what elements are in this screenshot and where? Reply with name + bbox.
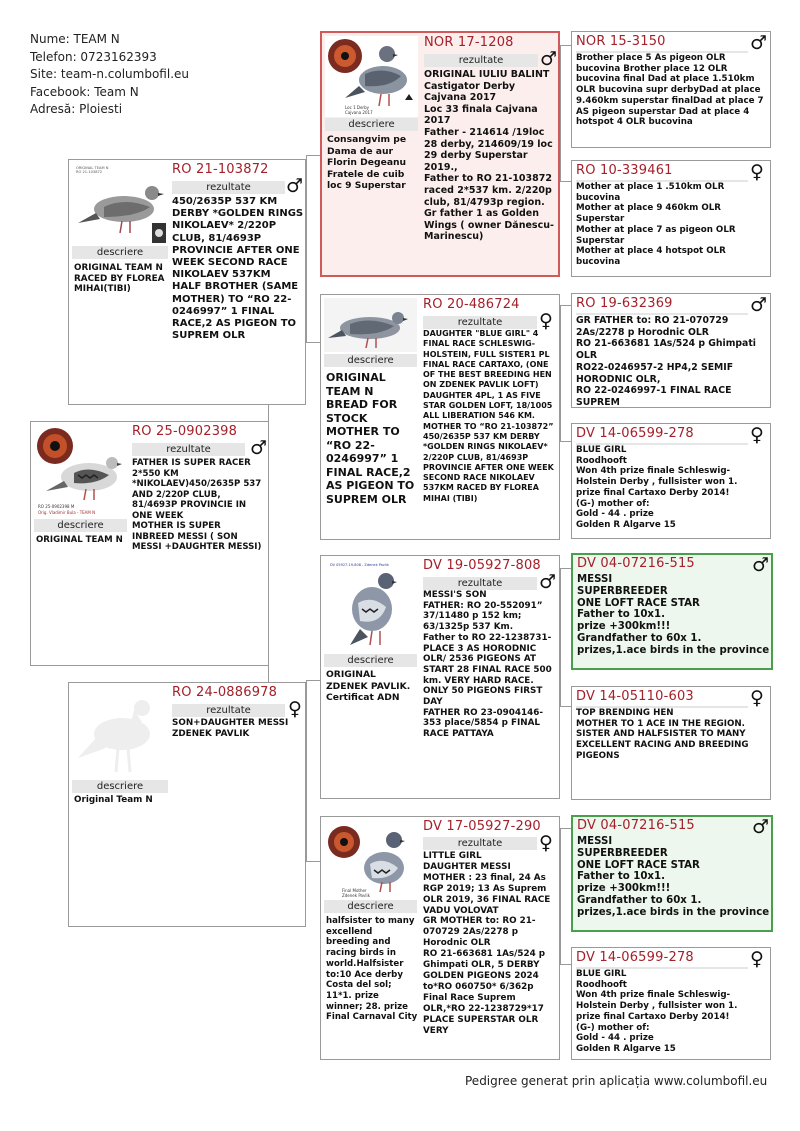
pigeon-notes: Mother at place 1 .510km OLR bucovina Mother at place 9 460km OLR Superstar Mother at place 7 as pigeon OLR Superstar Mother at place 4 hotspot OLR bucovina [576,182,736,267]
pigeon-notes: MESSI SUPERBREEDER ONE LOFT RACE STAR Father to 10x1. prize +300km!!! Grandfather to 60x 1. prizes,1.ace birds in the province [577,836,770,918]
pigeon-notes: BLUE GIRL Roodhooft Won 4th prize finale Schleswig-Holstein Derby , fullsister won 1. prize final Cartaxo Derby 2014! (G-) mother of: Gold - 44 . prize Golden R Algarve 15 [576,445,738,530]
description-tab[interactable]: descriere [72,780,168,793]
results-tab[interactable]: rezultate [423,316,537,329]
pigeon-notes: DAUGHTER "BLUE GIRL" 4 FINAL RACE SCHLESWIG-HOLSTEIN, FULL SISTER1 PL FINAL RACE CARTAXO, (ONE OF THE BEST BREEDING HEN ON ZDENEK PAVLIK LOFT) DAUGHTER 4PL, 1 AS FIVE STAR GOLDEN LOFT, 18/1005 ALL LIBERATION 546 KM. MOTHER TO “RO 21-103872” 450/2635P 537 KM DERBY *GOLDEN RINGS NIKOLAEV* 2/220P CLUB, 81/4693P PROVINCIE AFTER ONE WEEK SECOND RACE NIKOLAEV 537KM RACED BY FLOREA MIHAI (TIBI) [423,329,554,503]
ring-number: DV 14-06599-278 [576,426,694,441]
male-icon: ♂ [540,48,558,70]
owner-address: Adresă: Ploiesti [30,102,123,116]
pigeon-notes: LITTLE GIRL DAUGHTER MESSI MOTHER : 23 final, 24 As RGP 2019; 13 As Suprem OLR 2019, 36 FINAL RACE VADU VOLOVAT GR MOTHER to: RO 21-070729 2As/2278 p Horodnic OLR RO 21-663681 1As/524 p Ghimpati OLR, 5 DERBY GOLDEN PIGEONS 2024 to*RO 060750* 6/362p Final Race Suprem OLR,*RO 22-1238729*17 PLACE SUPERSTAR OLR VERY [423,851,551,1036]
pigeon-card-mother[interactable] [68,682,306,927]
owner-site: Site: team-n.columbofil.eu [30,67,189,81]
side-notes: ORIGINAL TEAM N [36,535,123,545]
results-tab[interactable]: rezultate [423,577,537,590]
footer-credit: Pedigree generat prin aplicația www.columbofil.eu [465,1074,768,1088]
pigeon-notes: ORIGINAL IULIU BALINT Castigator Derby Cajvana 2017 Loc 33 finala Cajvana 2017 Father - 214614 /19loc 28 derby, 214609/19 loc 29 derby Superstar 2019., Father to RO 21-103872 raced 2*537 km. 2/220p club, 81/4793p region. Gr father 1 as Golden Wings ( owner Dănescu-Marinescu) [424,69,554,243]
owner-facebook: Facebook: Team N [30,84,139,99]
description-tab[interactable]: descriere [324,654,417,667]
pigeon-notes: TOP BRENDING HEN MOTHER TO 1 ACE IN THE REGION. SISTER AND HALFSISTER TO MANY EXCELLENT RACING AND BREEDING PIGEONS [576,708,749,761]
description-tab[interactable]: descriere [324,354,417,367]
pigeon-card-mfm[interactable] [571,686,771,800]
female-icon: ♀ [539,310,553,332]
pigeon-card-father[interactable] [68,159,306,405]
ring-number: DV 14-06599-278 [576,950,694,965]
pigeon-card-mmf[interactable] [571,815,773,932]
svg-text:Cajvana 2017: Cajvana 2017 [345,110,373,115]
pigeon-card-fm[interactable] [320,294,560,540]
side-notes: Original Team N [74,795,153,805]
pigeon-card-fff[interactable] [571,31,771,148]
pigeon-photo [324,559,417,652]
side-notes: ORIGINAL TEAM N RACED BY FLOREA MIHAI(TIBI) [74,263,165,294]
side-notes: ORIGINAL TEAM N BREAD FOR STOCK MOTHER TO “RO 22-0246997” 1 FINAL RACE,2 AS PIGEON TO SUPREM OLR [326,371,415,506]
pigeon-notes: MESSI SUPERBREEDER ONE LOFT RACE STAR Father to 10x1. prize +300km!!! Grandfather to 60x 1. prizes,1.ace birds in the province [577,574,770,656]
pigeon-photo [34,425,127,517]
male-icon: ♂ [752,816,770,838]
male-icon: ♂ [752,554,770,576]
ring-number: RO 25-0902398 [132,424,238,439]
male-icon: ♂ [286,175,304,197]
pigeon-card-mf[interactable] [320,555,560,799]
female-icon: ♀ [288,698,302,720]
ring-number: NOR 17-1208 [424,35,514,50]
description-tab[interactable]: descriere [325,118,418,131]
pigeon-photo [324,298,417,352]
ring-number: DV 04-07216-515 [577,556,695,571]
photo-caption: Final Mother [342,888,367,893]
female-icon: ♀ [750,948,764,970]
pigeon-card-subject[interactable] [30,421,269,666]
pigeon-notes: FATHER IS SUPER RACER 2*550 KM *NIKOLAEV)450/2635P 537 AND 2/220P CLUB, 81/4693P PROVINCIE IN ONE WEEK MOTHER IS SUPER INBREED MESSI ( SON MESSI +DAUGHTER MESSI) [132,458,262,552]
photo-caption: Loc 1 Derby [345,105,369,110]
male-icon: ♂ [750,294,768,316]
pigeon-card-mm[interactable] [320,816,560,1060]
pigeon-photo [72,163,168,245]
ring-number: DV 19-05927-808 [423,558,541,573]
pigeon-card-ff[interactable] [320,31,560,277]
pigeon-notes: Brother place 5 As pigeon OLR bucovina Brother place 12 OLR bucovina final Dad at place 1.510km OLR bucovina supr derbyDad at place 9.460km superstar finalDad at place 7 AS pigeon superstar Dad at place 4 hotspot 4 OLR bucovina [576,53,764,128]
description-tab[interactable]: descriere [324,900,417,913]
ring-number: RO 20-486724 [423,297,520,312]
results-tab[interactable]: rezultate [172,704,285,717]
side-notes: halfsister to many excellend breeding and racing birds in world.Halfsister to:10 Ace derby Costa del sol; 11*1. prize winner; 28. prize Final Carnaval City [326,916,418,1023]
ring-number: RO 19-632369 [576,296,673,311]
female-icon: ♀ [750,424,764,446]
side-notes: ORIGINAL ZDENEK PAVLIK. Certificat ADN [326,669,411,703]
svg-text:RO 21-103872: RO 21-103872 [76,170,103,174]
connector-father [306,155,321,343]
ring-number: DV 04-07216-515 [577,818,695,833]
pigeon-card-ffm[interactable] [571,160,771,277]
pigeon-notes: GR FATHER to: RO 21-070729 2As/2278 p Horodnic OLR RO 21-663681 1As/524 p Ghimpati OLR RO22-0246957-2 HP4,2 SEMIF HORODNIC OLR, RO 22-0246997-1 FINAL RACE SUPREM [576,315,756,407]
results-tab[interactable]: rezultate [423,837,537,850]
pigeon-card-mmm[interactable] [571,947,771,1060]
description-tab[interactable]: descriere [72,246,168,259]
ring-number: RO 21-103872 [172,162,269,177]
owner-name: Nume: TEAM N [30,32,120,46]
results-tab[interactable]: rezultate [172,181,285,194]
pigeon-photo [324,820,417,901]
pigeon-notes: MESSI'S SON FATHER: RO 20-552091” 37/11480 p 152 km; 63/1325p 537 Km. Father to RO 22-1238731-PLACE 3 AS HORODNIC OLR/ 2536 PIGEONS AT START 28 FINAL RACE 500 km. VERY HARD RACE. ONLY 50 PIGEONS FIRST DAY FATHER RO 23-0904146- 353 place/5854 p FINAL RACE PATTAYA [423,590,552,740]
pigeon-photo-placeholder [72,686,168,778]
ring-number: DV 14-05110-603 [576,689,694,704]
pigeon-notes: BLUE GIRL Roodhooft Won 4th prize finale Schleswig-Holstein Derby , fullsister won 1. prize final Cartaxo Derby 2014! (G-) mother of: Gold - 44 . prize Golden R Algarve 15 [576,969,738,1054]
ring-number: DV 17-05927-290 [423,819,541,834]
male-icon: ♂ [250,437,268,459]
photo-caption: ORIGINAL TEAM N [76,166,109,170]
pigeon-card-mff[interactable] [571,553,773,670]
svg-text:Zdenek Pavlik: Zdenek Pavlik [342,893,370,898]
female-icon: ♀ [750,687,764,709]
owner-phone: Telefon: 0723162393 [30,49,157,64]
ring-number: NOR 15-3150 [576,34,666,49]
connector-mother [306,680,321,862]
ring-number: RO 24-0886978 [172,685,278,700]
male-icon: ♂ [539,571,557,593]
male-icon: ♂ [750,32,768,54]
photo-caption-origin: Orig. Vladimir Bula - TEAM N [38,510,96,515]
pigeon-notes: 450/2635P 537 KM DERBY *GOLDEN RINGS NIKOLAEV* 2/220P CLUB, 81/4693P PROVINCIE AFTER ONE WEEK SECOND RACE NIKOLAEV 537KM HALF BROTHER (SAME MOTHER) TO “RO 22-0246997” 1 FINAL RACE,2 AS PIGEON TO SUPREM OLR [172,196,304,342]
owner-info [30,31,189,119]
female-icon: ♀ [750,161,764,183]
pigeon-card-fmf[interactable] [571,293,771,408]
ring-number: RO 10-339461 [576,163,673,178]
female-icon: ♀ [539,832,553,854]
side-notes: Consangvim pe Dama de aur Florin Degeanu Fratele de cuib loc 9 Superstar [327,134,407,191]
pigeon-notes: SON+DAUGHTER MESSI ZDENEK PAVLIK [172,718,289,739]
photo-caption: RO 25-0902398 M [38,504,75,509]
results-tab[interactable]: rezultate [132,443,245,456]
pigeon-photo [325,36,418,117]
pigeon-card-fmm[interactable] [571,423,771,539]
photo-caption: DV 05927-19-808 - Zdenek Pavlik [330,563,389,567]
description-tab[interactable]: descriere [34,519,127,532]
results-tab[interactable]: rezultate [424,54,538,67]
